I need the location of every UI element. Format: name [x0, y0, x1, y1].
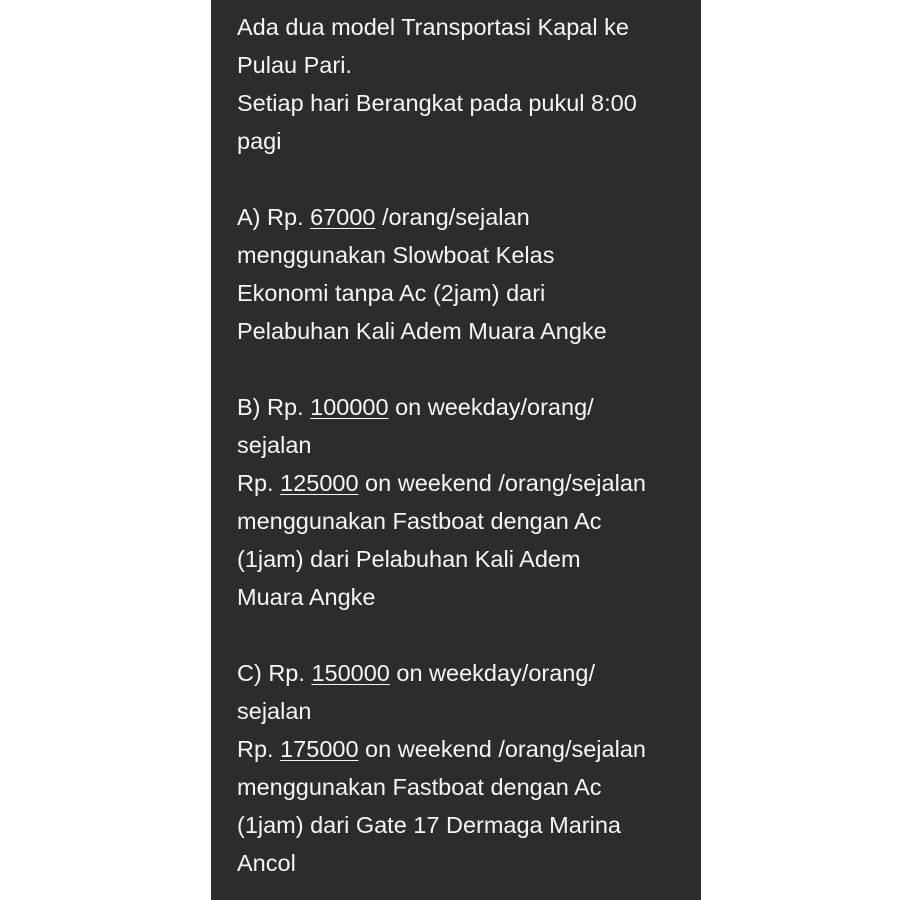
- intro-line: Ada dua model Transportasi Kapal ke: [237, 14, 629, 40]
- option-b-prefix: B) Rp.: [237, 394, 311, 420]
- option-c-weekday-price-link[interactable]: 150000: [311, 660, 390, 686]
- option-b-weekday-price-link[interactable]: 100000: [310, 394, 389, 420]
- option-c-weekend-suffix: on weekend /orang/sejalan: [358, 736, 646, 762]
- option-c-weekend-prefix: Rp.: [237, 736, 281, 762]
- option-a-price-line: [237, 198, 681, 236]
- option-b-line: menggunakan Fastboat dengan Ac: [237, 508, 602, 534]
- message-bubble: [211, 0, 701, 900]
- option-c-weekday-line: [237, 654, 681, 692]
- option-c-line: sejalan: [237, 698, 312, 724]
- option-a-line: menggunakan Slowboat Kelas: [237, 242, 555, 268]
- option-c-line: menggunakan Fastboat dengan Ac: [237, 774, 602, 800]
- option-a-price-link[interactable]: 67000: [310, 204, 376, 230]
- option-a-prefix: A) Rp.: [237, 204, 311, 230]
- option-c-weekend-line: [237, 730, 681, 768]
- option-c-line: (1jam) dari Gate 17 Dermaga Marina: [237, 812, 621, 838]
- intro-line: pagi: [237, 128, 282, 154]
- option-a-suffix: /orang/sejalan: [375, 204, 530, 230]
- option-b-line: Muara Angke: [237, 584, 376, 610]
- option-c-prefix: C) Rp.: [237, 660, 312, 686]
- option-a-line: Pelabuhan Kali Adem Muara Angke: [237, 318, 607, 344]
- paragraph-gap: [237, 160, 681, 198]
- option-b-weekend-line: [237, 464, 681, 502]
- option-b-weekend-price-link[interactable]: 125000: [280, 470, 359, 496]
- option-a-line: Ekonomi tanpa Ac (2jam) dari: [237, 280, 546, 306]
- option-b-weekday-line: [237, 388, 681, 426]
- option-c-weekend-price-link[interactable]: 175000: [280, 736, 359, 762]
- option-b-line: sejalan: [237, 432, 312, 458]
- option-c-line: Ancol: [237, 850, 296, 876]
- option-b-weekend-prefix: Rp.: [237, 470, 281, 496]
- paragraph-gap: [237, 350, 681, 388]
- option-b-line: (1jam) dari Pelabuhan Kali Adem: [237, 546, 581, 572]
- option-b-weekend-suffix: on weekend /orang/sejalan: [358, 470, 646, 496]
- option-c-weekday-suffix: on weekday/orang/: [389, 660, 595, 686]
- option-b-weekday-suffix: on weekday/orang/: [388, 394, 594, 420]
- intro-line: Setiap hari Berangkat pada pukul 8:00: [237, 90, 637, 116]
- intro-line: Pulau Pari.: [237, 52, 352, 78]
- paragraph-gap: [237, 616, 681, 654]
